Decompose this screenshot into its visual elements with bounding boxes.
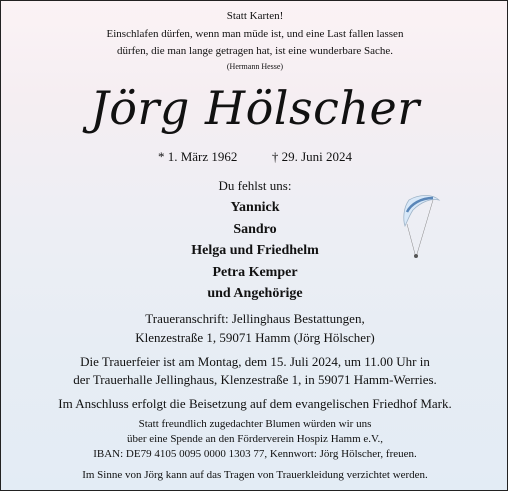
service-line-2: der Trauerhalle Jellinghaus, Klenzestraße 1, in 59071 Hamm-Werries. (73, 372, 437, 387)
mourner-item: Petra Kemper (212, 265, 298, 280)
birth-date: * 1. März 1962 (157, 149, 238, 164)
mourner-item: Helga und Friedhelm (191, 243, 319, 258)
mourner-item: und Angehörige (207, 286, 303, 301)
header-text: Statt Karten! (226, 10, 284, 22)
mourner-item: Yannick (230, 200, 280, 215)
paraglider-icon (321, 188, 441, 268)
address-line-1: Traueranschrift: Jellinghaus Bestattungen, (145, 311, 365, 326)
missed-intro: Du fehlst uns: (218, 178, 292, 193)
donation-line-3: IBAN: DE79 4105 0095 0000 1303 77, Kennwort: Jörg Hölscher, freuen. (93, 448, 417, 460)
mourner-item: Sandro (233, 222, 277, 237)
donation-line-2: über eine Spende an den Förderverein Hospiz Hamm e.V., (126, 433, 384, 445)
quote-line-2: dürfen, die man lange getragen hat, ist eine wunderbare Sache. (116, 45, 394, 57)
quote-author: (Hermann Hesse) (226, 62, 284, 71)
address-line-2: Klenzestraße 1, 59071 Hamm (Jörg Hölscher) (135, 330, 375, 345)
donation-line-1: Statt freundlich zugedachter Blumen würden wir uns (138, 418, 372, 430)
service-line-1: Die Trauerfeier ist am Montag, dem 15. Juli 2024, um 11.00 Uhr in (80, 354, 430, 369)
dates (1, 149, 508, 165)
death-date: † 29. Juni 2024 (271, 149, 353, 164)
deceased-name: Jörg Hölscher (90, 81, 420, 135)
closing-text: Im Sinne von Jörg kann auf das Tragen von Trauerkleidung verzichtet werden. (82, 469, 428, 481)
quote-line-1: Einschlafen dürfen, wenn man müde ist, und eine Last fallen lassen (106, 28, 404, 40)
burial-text: Im Anschluss erfolgt die Beisetzung auf dem evangelischen Friedhof Mark. (58, 396, 452, 411)
